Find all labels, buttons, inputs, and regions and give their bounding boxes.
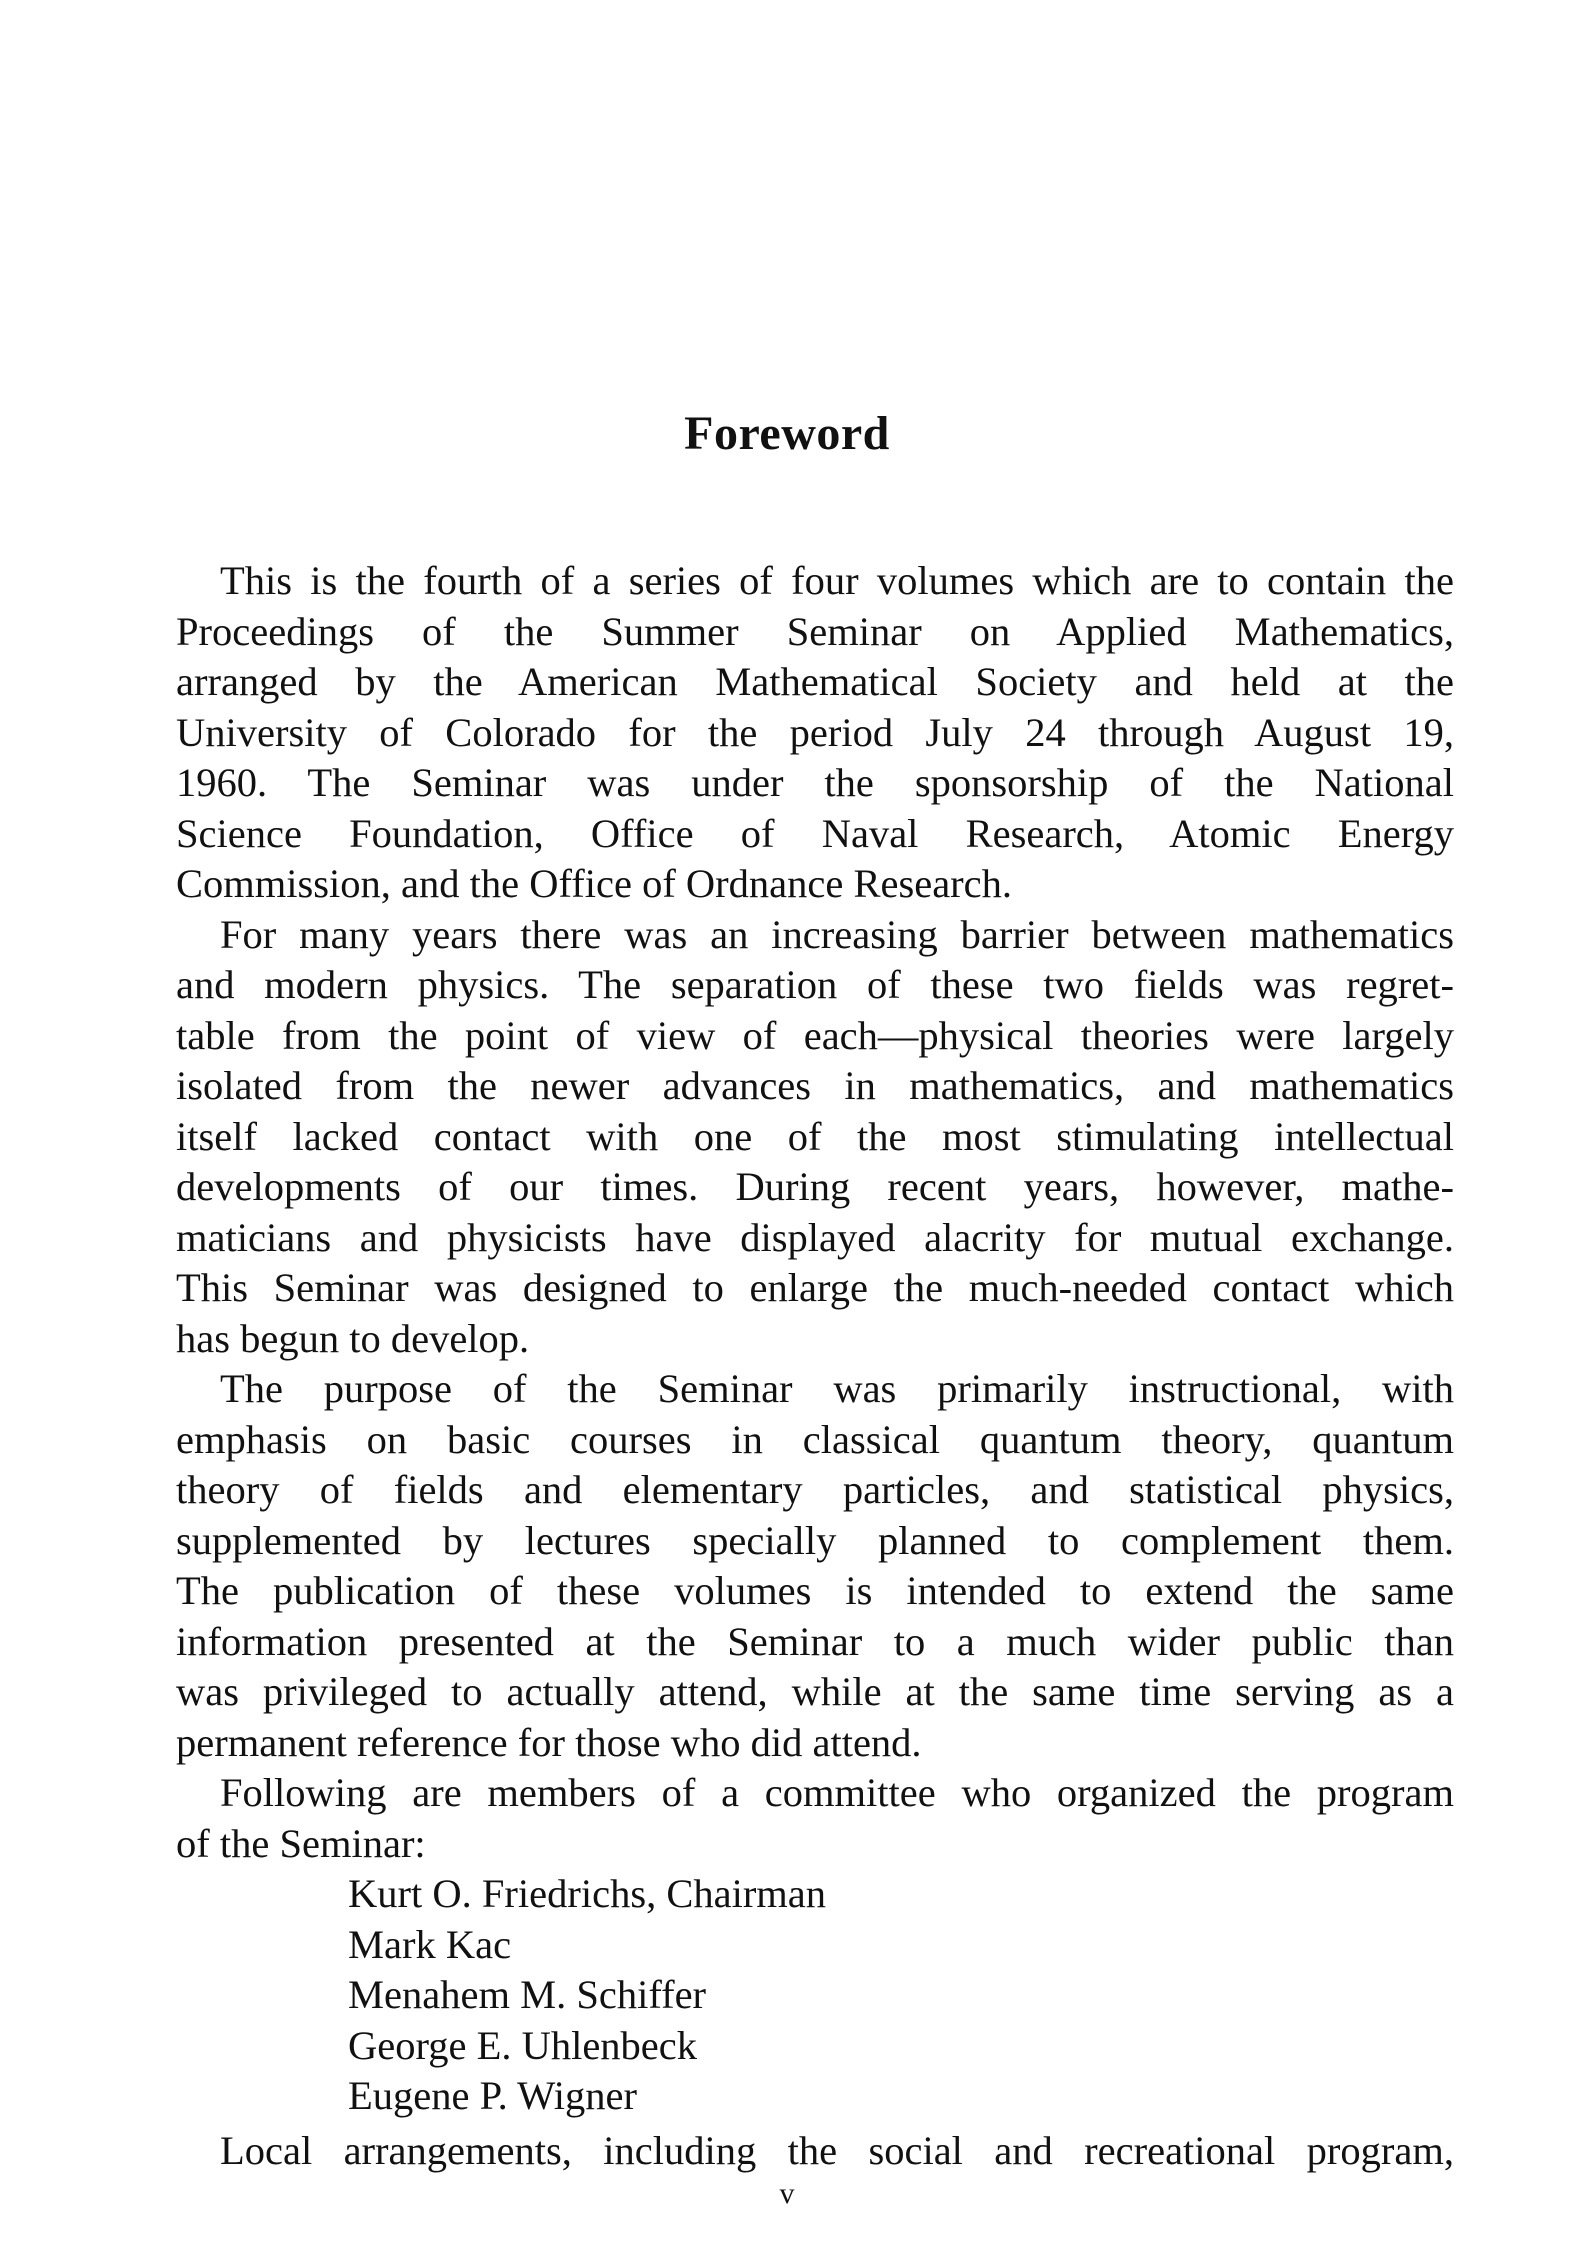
text-line: Local arrangements, including the social and recreational program, [220,2127,1454,2173]
text-line: developments of our times. During recent years, however, mathe- [176,1164,1454,1209]
text-line: emphasis on basic courses in classical quantum theory, quantum [176,1416,1454,1462]
text-line: itself lacked contact with one of the most stimulating intellectual [176,1113,1454,1159]
text-line: Following are members of a committee who organized the program [220,1770,1454,1815]
text-line: information presented at the Seminar to a much wider public than [176,1618,1454,1664]
text-line: of the Seminar: [176,1820,426,1866]
committee-member: Menahem M. Schiffer [348,1972,707,2017]
paragraph [132,1364,1454,1768]
text-line: isolated from the newer advances in mathematics, and mathematics [176,1063,1454,1108]
text-line: This is the fourth of a series of four volumes which are to contain the [220,558,1454,603]
committee-member: Eugene P. Wigner [348,2073,637,2118]
text-line: Commission, and the Office of Ordnance Research. [176,861,1013,906]
committee-list [132,1869,1454,2122]
committee-member: Kurt O. Friedrichs, Chairman [348,1871,827,1916]
committee-member: Mark Kac [348,1921,512,1967]
page-number: v [779,2177,795,2210]
paragraph [132,2126,1454,2177]
text-line: and modern physics. The separation of these two fields was regret- [176,962,1454,1007]
text-line: The purpose of the Seminar was primarily instructional, with [220,1366,1454,1411]
text-line: theory of fields and elementary particles, and statistical physics, [176,1467,1454,1512]
text-line: has begun to develop. [176,1315,530,1361]
text-line: supplemented by lectures specially planned to complement them. [176,1517,1454,1563]
text-line: The publication of these volumes is intended to extend the same [176,1568,1454,1613]
paragraph [132,1768,1454,1869]
text-line: arranged by the American Mathematical Society and held at the [176,659,1454,704]
paragraph [132,556,1454,910]
text-line: maticians and physicists have displayed alacrity for mutual exchange. [176,1214,1454,1260]
body-text [132,556,1454,2176]
committee-member: George E. Uhlenbeck [348,2022,697,2068]
text-line: 1960. The Seminar was under the sponsorship of the National [176,760,1454,805]
text-line: University of Colorado for the period July 24 through August 19, [176,709,1454,755]
text-line: was privileged to actually attend, while at the same time serving as a [176,1669,1454,1714]
text-line: For many years there was an increasing barrier between mathematics [220,911,1454,957]
text-line: Science Foundation, Office of Naval Research, Atomic Energy [176,810,1454,856]
paragraph [132,910,1454,1365]
page-title: Foreword [684,407,890,461]
text-line: This Seminar was designed to enlarge the much-needed contact which [176,1265,1454,1310]
text-line: table from the point of view of each—physical theories were largely [176,1012,1454,1058]
text-line: permanent reference for those who did attend. [176,1719,922,1765]
text-line: Proceedings of the Summer Seminar on Applied Mathematics, [176,608,1454,654]
